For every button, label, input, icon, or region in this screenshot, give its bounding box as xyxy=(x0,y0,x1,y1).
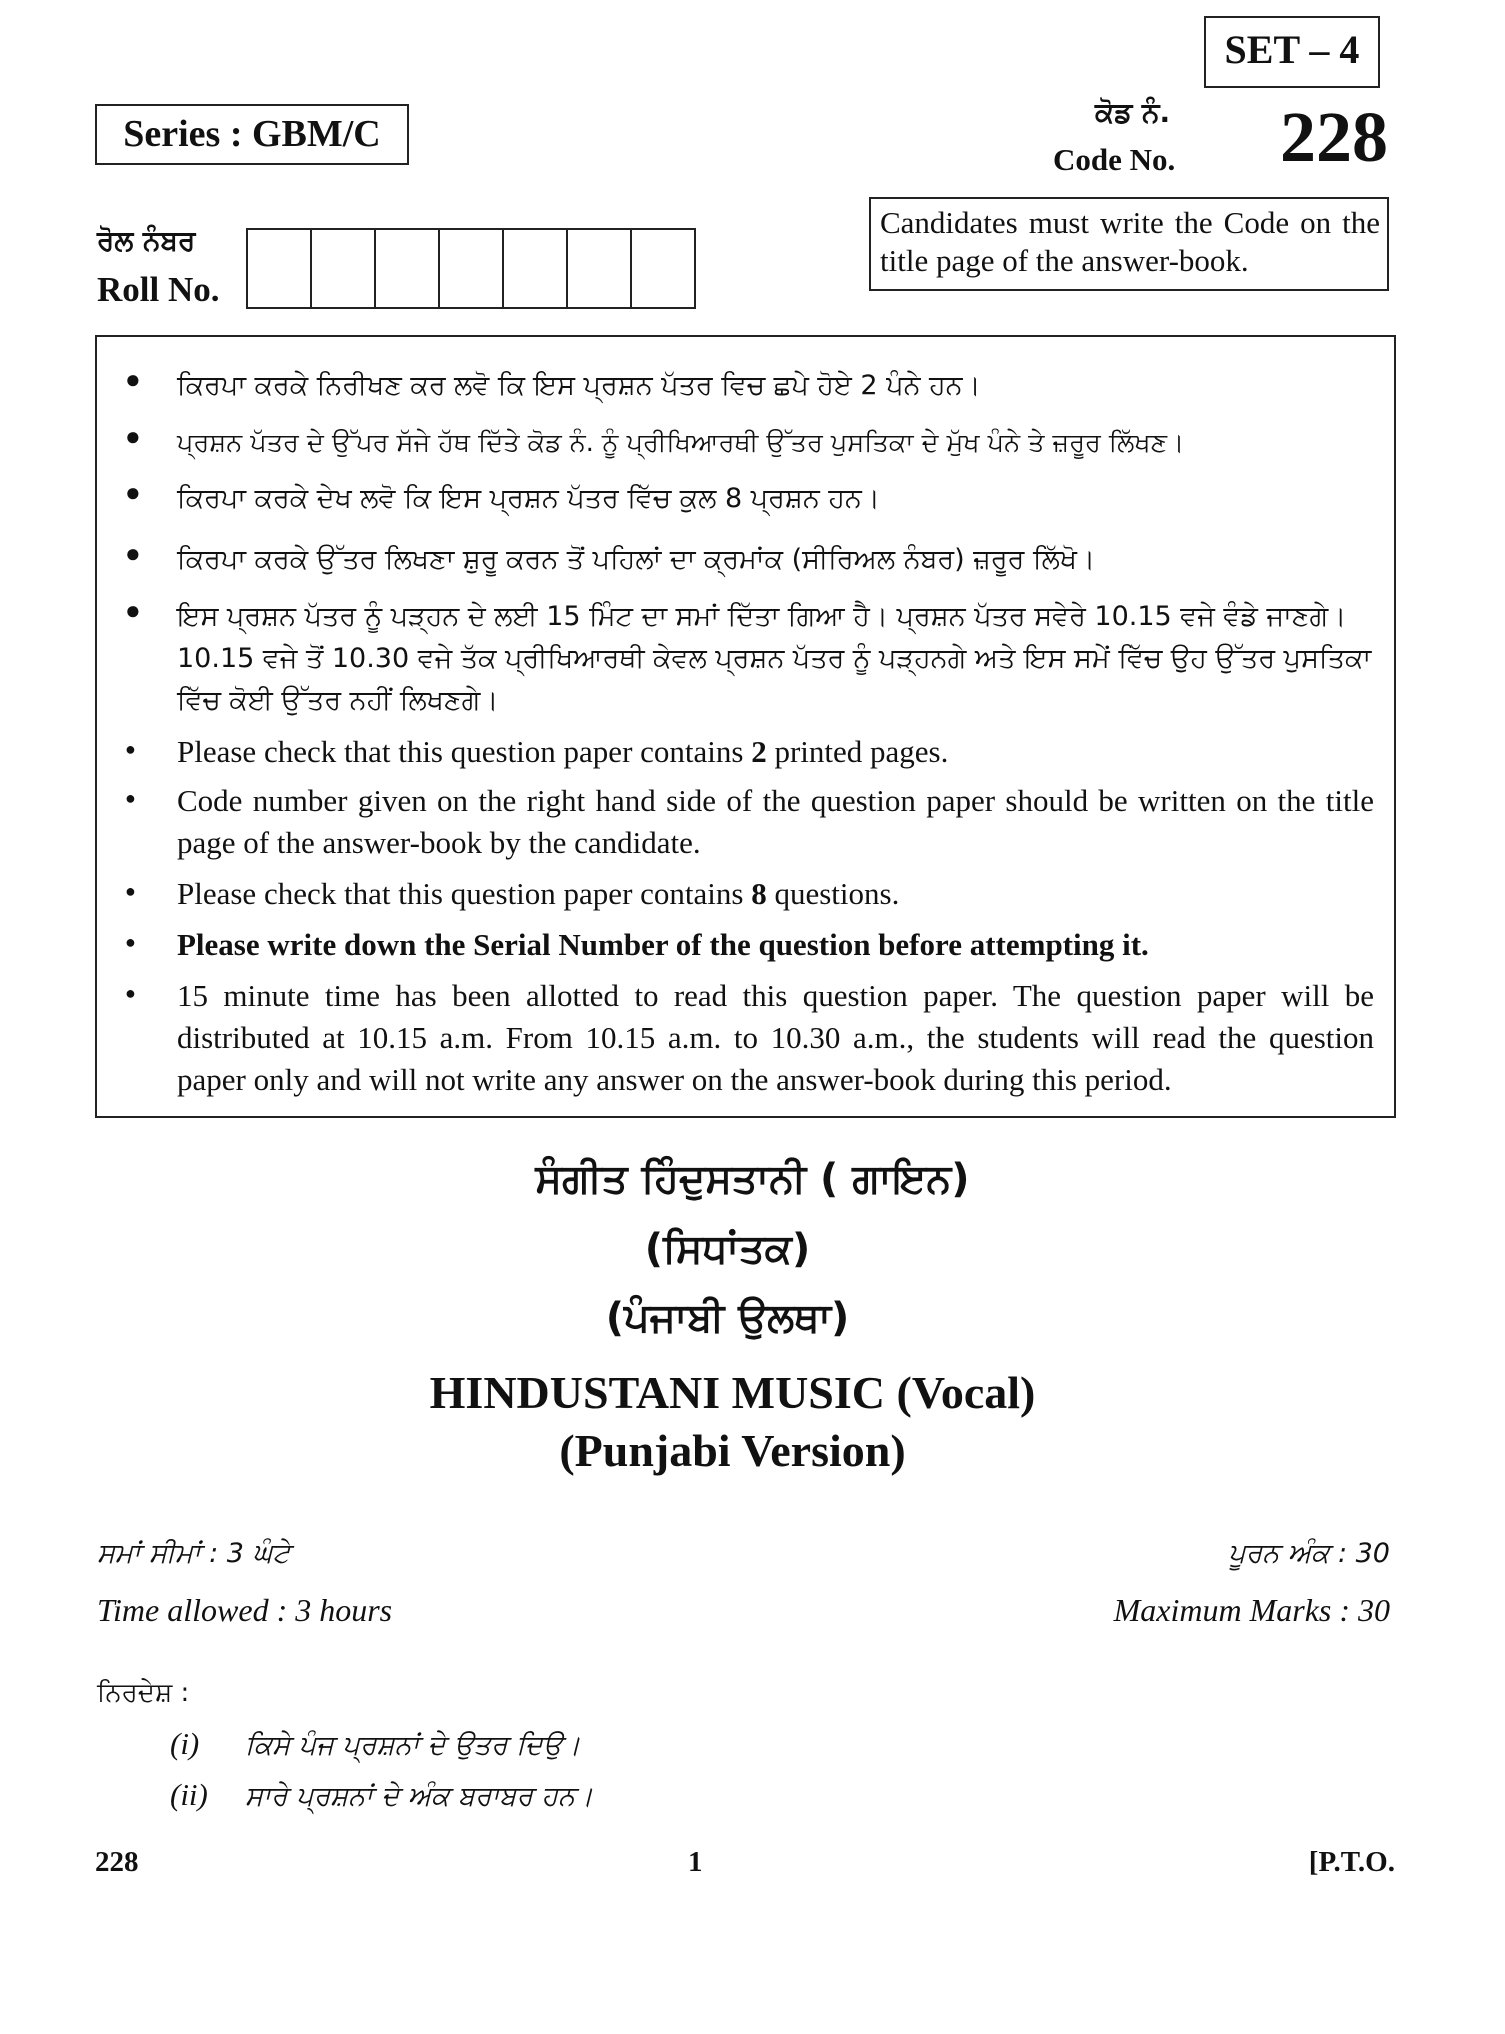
candidates-note: Candidates must write the Code on the title page of the answer-book. xyxy=(880,205,1380,278)
code-label-pa: ਕੋਡ ਨੰ. xyxy=(1095,96,1171,129)
footer-page-number: 1 xyxy=(688,1846,703,1878)
bullet-icon: ● xyxy=(125,596,141,625)
direction-item-1 xyxy=(170,1726,580,1762)
roll-cell[interactable] xyxy=(312,230,376,307)
direction-num: (i) xyxy=(170,1726,200,1761)
bullet-icon: ● xyxy=(125,365,141,394)
bullet-icon: ● xyxy=(125,983,136,1003)
roll-number-boxes[interactable] xyxy=(246,228,696,309)
direction-text: ਸਾਰੇ ਪ੍ਰਸ਼ਨਾਂ ਦੇ ਅੰਕ ਬਰਾਬਰ ਹਨ। xyxy=(245,1781,594,1812)
title-pa-line2: (ਸਿਧਾਂਤਕ) xyxy=(644,1226,811,1272)
bullet-icon: ● xyxy=(125,788,136,808)
bullet-icon: ● xyxy=(125,932,136,952)
title-pa-line3: (ਪੰਜਾਬੀ ਉਲਥਾ) xyxy=(605,1295,850,1341)
roll-cell[interactable] xyxy=(248,230,312,307)
time-allowed-en: Time allowed : 3 hours xyxy=(97,1592,393,1628)
direction-text: ਕਿਸੇ ਪੰਜ ਪ੍ਰਸ਼ਨਾਂ ਦੇ ਉਤਰ ਦਿਉ। xyxy=(245,1730,581,1761)
max-marks-en: Maximum Marks : 30 xyxy=(1113,1592,1390,1628)
time-allowed-pa: ਸਮਾਂ ਸੀਮਾਂ : 3 ਘੰਟੇ xyxy=(97,1538,290,1569)
bullet-icon: ● xyxy=(125,881,136,901)
series-label: Series : GBM/C xyxy=(123,113,381,155)
roll-cell[interactable] xyxy=(504,230,568,307)
direction-num: (ii) xyxy=(170,1777,208,1812)
set-label: SET – 4 xyxy=(1224,27,1360,72)
code-number: 228 xyxy=(1280,97,1388,177)
code-label-en: Code No. xyxy=(1053,142,1176,177)
bullet-icon: ● xyxy=(125,422,141,451)
roll-cell[interactable] xyxy=(568,230,632,307)
roll-cell[interactable] xyxy=(632,230,696,307)
roll-label-pa: ਰੋਲ ਨੰਬਰ xyxy=(97,224,196,257)
title-en-line1: HINDUSTANI MUSIC (Vocal) xyxy=(429,1367,1036,1418)
direction-item-2 xyxy=(170,1777,593,1813)
instructions-box: ● ਕਿਰਪਾ ਕਰਕੇ ਨਿਰੀਖਣ ਕਰ ਲਵੋ ਕਿ ਇਸ ਪ੍ਰਸ਼ਨ ਪੱਤਰ ਵਿਚ ਛਪੇ ਹੋਏ 2 ਪੰਨੇ ਹਨ। ● ਪ੍ਰਸ਼ਨ ਪੱਤਰ ਦੇ ਉੱਪਰ ਸੱਜੇ ਹੱਥ ਦਿੱਤੇ ਕੋਡ ਨੰ. ਨੂੰ ਪ੍ਰੀਖਿਆਰਥੀ ਉੱਤਰ ਪੁਸਤਿਕਾ ਦੇ ਮੁੱਖ ਪੰਨੇ ਤੇ ਜ਼ਰੂਰ ਲਿੱਖਣ। ● ਕਿਰਪਾ ਕਰਕੇ ਦੇਖ ਲਵੋ ਕਿ ਇਸ ਪ੍ਰਸ਼ਨ ਪੱਤਰ ਵਿੱਚ ਕੁਲ 8 ਪ੍ਰਸ਼ਨ ਹਨ। ● ਕਿਰਪਾ ਕਰਕੇ ਉੱਤਰ ਲਿਖਣਾ ਸ਼ੁਰੂ ਕਰਨ ਤੋਂ ਪਹਿਲਾਂ ਦਾ ਕ੍ਰਮਾਂਕ (ਸੀਰਿਅਲ ਨੰਬਰ) ਜ਼ਰੂਰ ਲਿੱਖੋ। ● ਇਸ ਪ੍ਰਸ਼ਨ ਪੱਤਰ ਨੂੰ ਪੜ੍ਹਨ ਦੇ ਲਈ 15 ਮਿੰਟ ਦਾ ਸਮਾਂ ਦਿੱਤਾ ਗਿਆ ਹੈ। ਪ੍ਰਸ਼ਨ ਪੱਤਰ ਸਵੇਰੇ 10.15 ਵਜੇ ਵੰਡੇ ਜਾਣਗੇ। 10.15 ਵਜੇ ਤੋਂ 10.30 ਵਜੇ ਤੱਕ ਪ੍ਰੀਖਿਆਰਥੀ ਕੇਵਲ ਪ੍ਰਸ਼ਨ ਪੱਤਰ ਨੂੰ ਪੜ੍ਹਨਗੇ ਅਤੇ ਇਸ ਸਮੇਂ ਵਿੱਚ ਉਹ ਉੱਤਰ ਪੁਸਤਿਕਾ ਵਿੱਚ ਕੋਈ ਉੱਤਰ ਨਹੀਂ ਲਿਖਣਗੇ। ● Please check that this question paper contains 2 printed pages. ● Code number given on the right hand side of the question paper should be written on the title page of the answer-book by the candidate. ● Please check that this question paper contains 8 questions. ● Please write down the Serial Number of the question before attempting it. ● 15 minute time has been allotted to read this question paper. The question paper will be distributed at 10.15 a.m. From 10.15 a.m. to 10.30 a.m., the students will read the question paper only and will not write any answer on the answer-book during this period. xyxy=(95,335,1396,1118)
bullet-icon: ● xyxy=(125,539,141,568)
footer-code: 228 xyxy=(95,1846,139,1878)
bullet-icon: ● xyxy=(125,739,136,759)
footer-pto: [P.T.O. xyxy=(1308,1846,1395,1878)
bullet-icon: ● xyxy=(125,478,141,507)
title-en-line2: (Punjabi Version) xyxy=(559,1425,906,1476)
max-marks-pa: ਪੂਰਨ ਅੰਕ : 30 xyxy=(1228,1538,1390,1569)
title-pa-line1: ਸੰਗੀਤ ਹਿੰਦੁਸਤਾਨੀ ( ਗਾਇਨ) xyxy=(535,1156,970,1202)
directions-heading: ਨਿਰਦੇਸ਼ : xyxy=(97,1678,190,1708)
roll-cell[interactable] xyxy=(440,230,504,307)
roll-cell[interactable] xyxy=(376,230,440,307)
roll-label-en: Roll No. xyxy=(97,270,220,309)
